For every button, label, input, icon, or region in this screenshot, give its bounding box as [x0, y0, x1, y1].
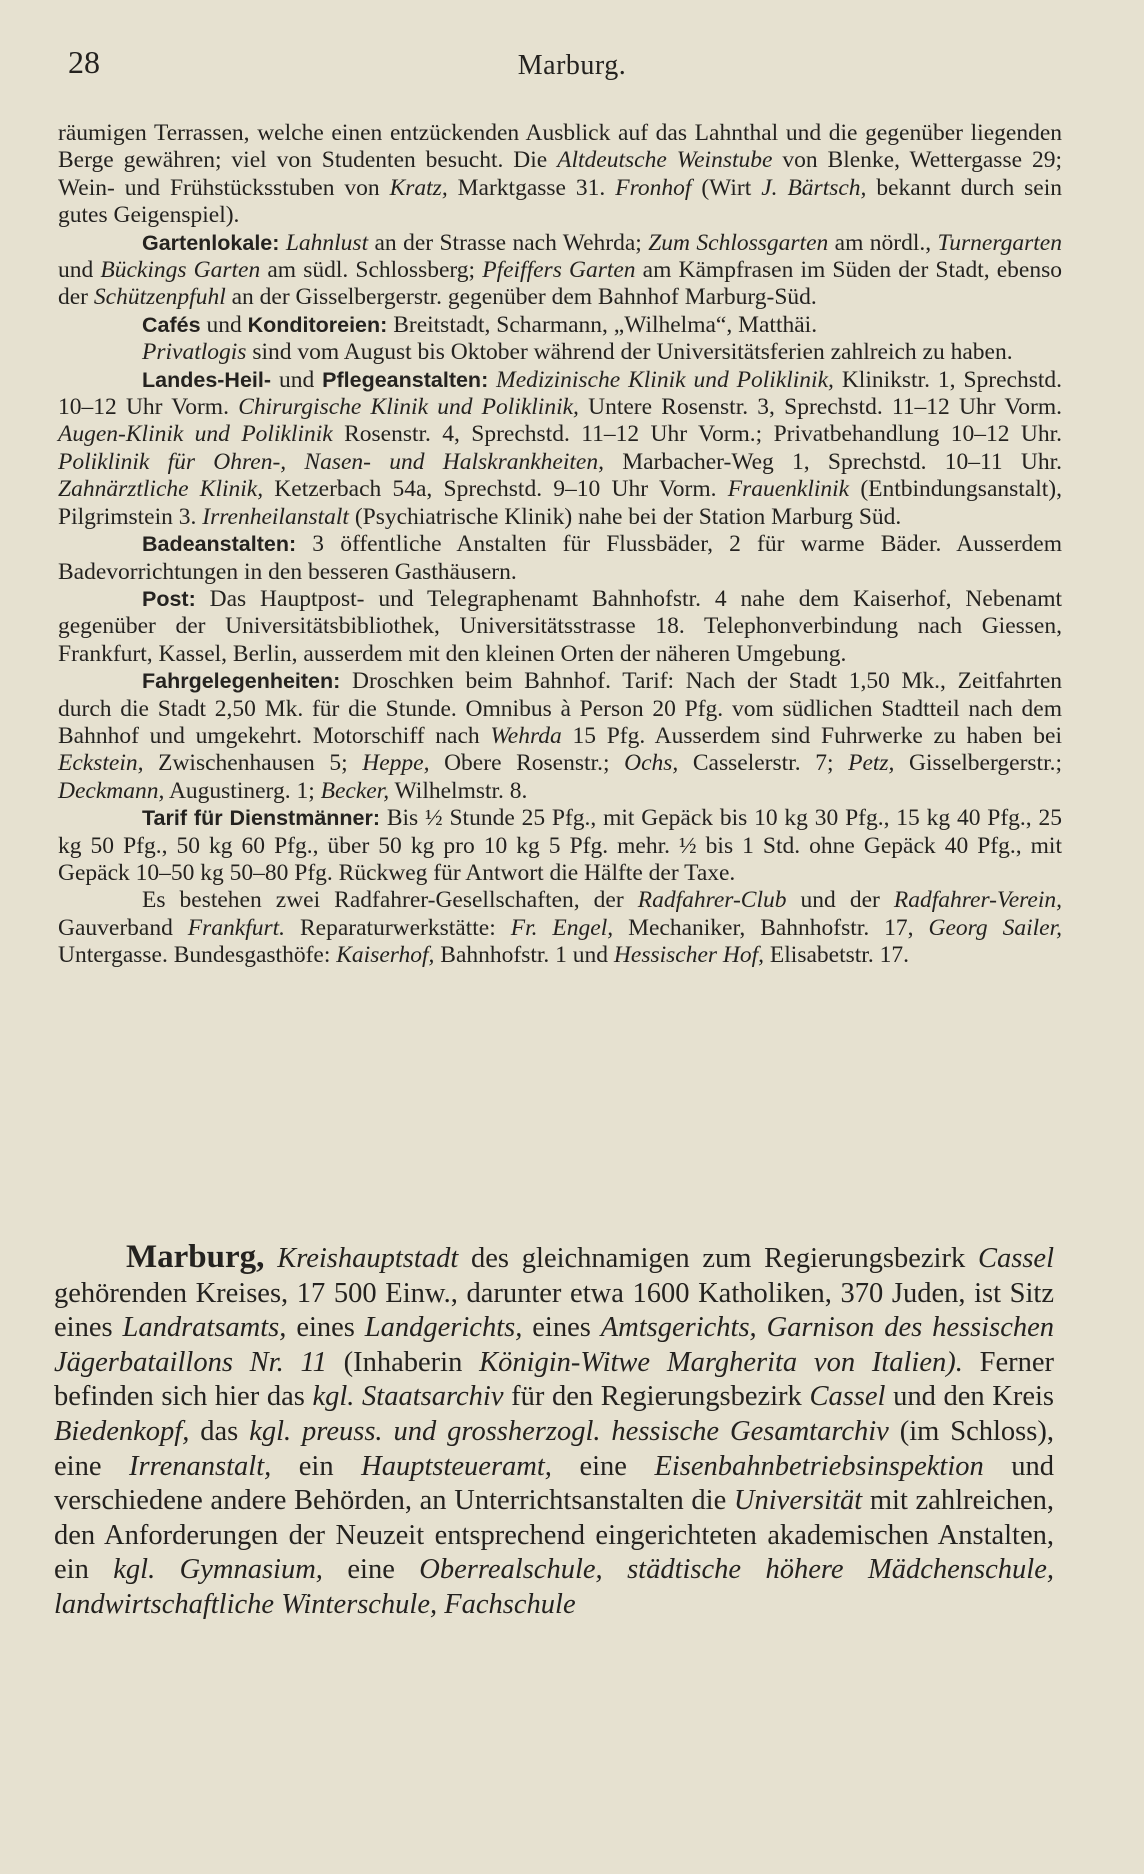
- paragraph-gartenlokale: Gartenlokale: Lahnlust an der Strasse nach Wehrda; Zum Schlossgarten am nördl., Turnergarten und Bückings Garten am südl. Schlossberg; Pfeiffers Garten am Kämpfrasen im Süden der Stadt, ebenso der Schützenpfuhl an der Gisselbergerstr. gegenüber dem Bahnhof Marburg-Süd.: [58, 229, 1063, 311]
- paragraph-privatlogis: Privatlogis sind vom August bis Oktober während der Universitätsferien zahlreich zu haben.: [142, 339, 1013, 366]
- paragraph-radfahrer: Es bestehen zwei Radfahrer-Gesellschaften, der Radfahrer-Club und der Radfahrer-Verein, Gauverband Frankfurt. Reparaturwerkstätte: Fr. Engel, Mechaniker, Bahnhofstr. 17, Georg Sailer, Untergasse. Bundesgasthöfe: Kaiserhof, Bahnhofstr. 1 und Hessischer Hof, Elisabetstr. 17.: [58, 887, 1063, 969]
- section-heading: Gartenlokale:: [142, 230, 280, 255]
- section-heading: Landes-Heil-: [142, 367, 272, 392]
- section-heading: Badeanstalten:: [142, 532, 297, 557]
- entry-headword: Marburg,: [126, 1239, 265, 1275]
- paragraph-marburg-description: Marburg, Kreishauptstadt des gleichnamigen zum Regierungsbezirk Cassel gehörenden Kreises, 17 500 Einw., darunter etwa 1600 Katholiken, 370 Juden, ist Sitz eines Landratsamts, eines Landgerichts, eines Amtsgerichts, Garnison des hessischen Jägerbataillons Nr. 11 (Inhaberin Königin-Witwe Margherita von Italien). Ferner befinden sich hier das kgl. Staatsarchiv für den Regierungsbezirk Cassel und den Kreis Biedenkopf, das kgl. preuss. und grossherzogl. hessische Gesamtarchiv (im Schloss), eine Irrenanstalt, ein Hauptsteueramt, eine Eisenbahnbetriebsinspektion und verschiedene andere Behörden, an Unterrichtsanstalten die Universität mit zahlreichen, den Anforderungen der Neuzeit entsprechend eingerichteten akademischen Anstalten, ein kgl. Gymnasium, eine Oberrealschule, städtische höhere Mädchenschule, landwirtschaftliche Winterschule, Fachschule: [54, 1239, 1055, 1620]
- small-print-section: [58, 120, 1062, 970]
- section-heading: Cafés: [142, 312, 201, 337]
- section-heading: Tarif für Dienstmänner:: [142, 806, 381, 831]
- section-heading: Konditoreien:: [247, 312, 388, 337]
- running-title: Marburg.: [517, 50, 627, 81]
- page-header: [68, 44, 1076, 88]
- paragraph-cafes: Cafés und Konditoreien: Breitstadt, Scharmann, „Wilhelma“, Matthäi.: [142, 311, 818, 338]
- paragraph-fahrgelegenheiten: Fahrgelegenheiten: Droschken beim Bahnhof. Tarif: Nach der Stadt 1,50 Mk., Zeitfahrten durch die Stadt 2,50 Mk. für die Stunde. Omnibus à Person 20 Pfg. vom südlichen Stadtteil nach dem Bahnhof und umgekehrt. Motorschiff nach Wehrda 15 Pfg. Ausserdem sind Fuhrwerke zu haben bei Eckstein, Zwischenhausen 5; Heppe, Obere Rosenstr.; Ochs, Casselerstr. 7; Petz, Gisselbergerstr.; Deckmann, Augustinerg. 1; Becker, Wilhelmstr. 8.: [58, 668, 1063, 804]
- section-heading: Fahrgelegenheiten:: [142, 669, 341, 694]
- paragraph-heilanstalten: Landes-Heil- und Pflegeanstalten: Medizinische Klinik und Poliklinik, Klinikstr. 1, Sprechstd. 10–12 Uhr Vorm. Chirurgische Klinik und Poliklinik, Untere Rosenstr. 3, Sprechstd. 11–12 Uhr Vorm. Augen-Klinik und Poliklinik Rosenstr. 4, Sprechstd. 11–12 Uhr Vorm.; Privatbehandlung 10–12 Uhr. Poliklinik für Ohren-, Nasen- und Halskrankheiten, Marbacher-Weg 1, Sprechstd. 10–11 Uhr. Zahnärztliche Klinik, Ketzerbach 54a, Sprechstd. 9–10 Uhr Vorm. Frauenklinik (Entbindungsanstalt), Pilgrimstein 3. Irrenheilanstalt (Psychiatrische Klinik) nahe bei der Station Marburg Süd.: [58, 366, 1062, 530]
- paragraph-badeanstalten: Badeanstalten: 3 öffentliche Anstalten für Flussbäder, 2 für warme Bäder. Ausserdem Badevorrichtungen in den besseren Gasthäusern.: [58, 531, 1062, 585]
- main-text-section: [54, 1240, 1054, 1623]
- section-heading: Pflegeanstalten:: [322, 367, 489, 392]
- section-heading: Post:: [142, 586, 196, 611]
- paragraph-post: Post: Das Hauptpost- und Telegraphenamt Bahnhofstr. 4 nahe dem Kaiserhof, Nebenamt gegenüber der Universitätsbibliothek, Universitätsstrasse 18. Telephonverbindung nach Giessen, Frankfurt, Kassel, Berlin, ausserdem mit den kleinen Orten der näheren Umgebung.: [58, 585, 1062, 667]
- paragraph-terrassen: räumigen Terrassen, welche einen entzückenden Ausblick auf das Lahnthal und die gegenüber liegenden Berge gewähren; viel von Studenten besucht. Die Altdeutsche Weinstube von Blenke, Wettergasse 29; Wein- und Frühstücksstuben von Kratz, Marktgasse 31. Fronhof (Wirt J. Bärtsch, bekannt durch sein gutes Geigenspiel).: [58, 120, 1062, 229]
- page-number: 28: [68, 44, 100, 80]
- paragraph-dienstmaenner: Tarif für Dienstmänner: Bis ½ Stunde 25 Pfg., mit Gepäck bis 10 kg 30 Pfg., 15 kg 40 Pfg., 25 kg 50 Pfg., 50 kg 60 Pfg., über 50 kg pro 10 kg 5 Pfg. mehr. ½ bis 1 Std. ohne Gepäck 40 Pfg., mit Gepäck 10–50 kg 50–80 Pfg. Rückweg für Antwort die Hälfte der Taxe.: [58, 805, 1062, 886]
